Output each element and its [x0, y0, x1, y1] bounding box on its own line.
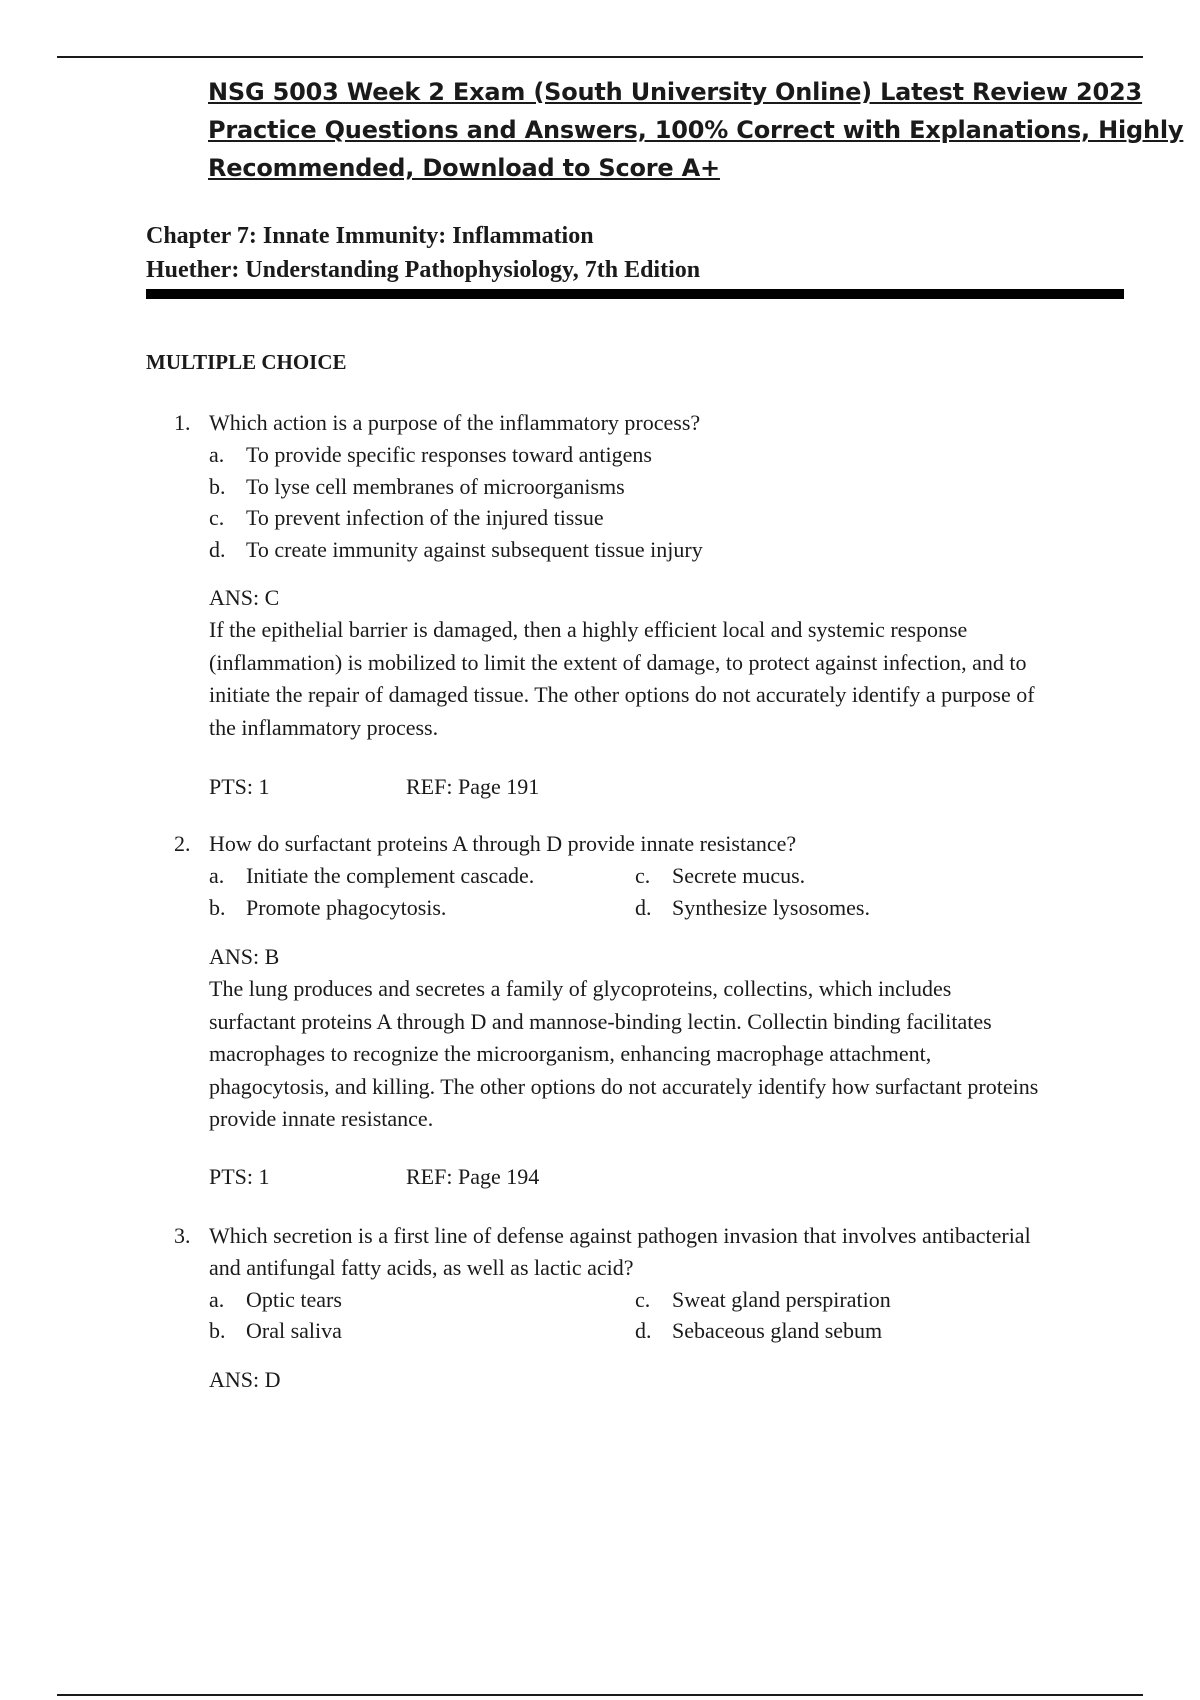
option-text: Sebaceous gland sebum — [672, 1318, 883, 1343]
answer: ANS: D — [209, 1367, 281, 1392]
option-text: To provide specific responses toward antigens — [246, 442, 652, 467]
option-text: Oral saliva — [246, 1318, 342, 1343]
explanation-line: If the epithelial barrier is damaged, then a highly efficient local and systemic response — [209, 617, 968, 642]
title-line: Recommended, Download to Score A+ — [208, 154, 720, 182]
option-letter: b. — [209, 474, 226, 499]
option-letter: c. — [635, 1287, 651, 1312]
question-number: 3. — [174, 1223, 191, 1248]
option-c — [209, 502, 604, 534]
explanation-line: initiate the repair of damaged tissue. The other options do not accurately identify a purpose of — [209, 682, 1035, 707]
option-letter: a. — [209, 863, 225, 888]
option-c — [635, 1284, 891, 1316]
chapter-heading — [146, 219, 700, 287]
option-text: To create immunity against subsequent tissue injury — [246, 537, 703, 562]
reference: REF: Page 194 — [406, 1164, 540, 1189]
answer: ANS: B — [209, 944, 280, 969]
explanation-line: the inflammatory process. — [209, 714, 439, 740]
title-line: NSG 5003 Week 2 Exam (South University Online) Latest Review 2023 — [208, 78, 1143, 106]
option-c — [635, 860, 805, 892]
explanation-line: provide innate resistance. — [209, 1106, 434, 1131]
question-stem — [174, 828, 1134, 860]
option-text: Synthesize lysosomes. — [672, 895, 870, 920]
explanation-line: macrophages to recognize the microorganism, enhancing macrophage attachment, — [209, 1041, 932, 1066]
question-text-continued: and antifungal fatty acids, as well as lactic acid? — [209, 1255, 634, 1280]
option-text: To prevent infection of the injured tissue — [246, 505, 604, 530]
option-text: Promote phagocytosis. — [246, 895, 447, 920]
option-d — [209, 534, 703, 566]
explanation-line: phagocytosis, and killing. The other options do not accurately identify how surfactant proteins — [209, 1073, 1039, 1099]
explanation-line: The lung produces and secretes a family of glycoproteins, collectins, which includes — [209, 976, 952, 1001]
option-text: Secrete mucus. — [672, 863, 806, 888]
option-letter: a. — [209, 1287, 225, 1312]
option-letter: a. — [209, 442, 225, 467]
option-letter: c. — [635, 863, 651, 888]
explanation — [209, 973, 1129, 1136]
explanation-line: surfactant proteins A through D and mannose-binding lectin. Collectin binding facilitates — [209, 1008, 992, 1034]
points: PTS: 1 — [209, 774, 270, 799]
option-letter: d. — [209, 537, 226, 562]
reference: REF: Page 191 — [406, 774, 540, 799]
title-line: Practice Questions and Answers, 100% Correct with Explanations, Highly — [208, 116, 1184, 144]
chapter-title: Chapter 7: Innate Immunity: Inflammation — [146, 223, 594, 249]
question-number: 1. — [174, 410, 191, 435]
option-a — [209, 860, 534, 892]
bottom-rule — [57, 1694, 1143, 1696]
option-a — [209, 1284, 342, 1316]
book-title: Huether: Understanding Pathophysiology, 7th Edition — [146, 257, 701, 283]
question-text: Which action is a purpose of the inflammatory process? — [209, 410, 701, 435]
section-heading: MULTIPLE CHOICE — [146, 350, 347, 374]
option-text: Initiate the complement cascade. — [246, 863, 535, 888]
option-letter: d. — [635, 1318, 652, 1343]
option-text: Sweat gland perspiration — [672, 1287, 891, 1312]
question-text: Which secretion is a first line of defense against pathogen invasion that involves antibacterial — [209, 1223, 1031, 1248]
question-text: How do surfactant proteins A through D provide innate resistance? — [209, 831, 797, 856]
option-text: Optic tears — [246, 1287, 342, 1312]
question-stem — [174, 1220, 1134, 1252]
points: PTS: 1 — [209, 1164, 270, 1189]
option-d — [635, 892, 870, 924]
question-number: 2. — [174, 831, 191, 856]
option-b — [209, 1315, 342, 1347]
option-letter: b. — [209, 895, 226, 920]
explanation — [209, 614, 1129, 744]
option-b — [209, 892, 446, 924]
option-d — [635, 1315, 882, 1347]
option-letter: d. — [635, 895, 652, 920]
option-a — [209, 439, 652, 471]
document-title — [208, 73, 1184, 187]
option-letter: b. — [209, 1318, 226, 1343]
option-text: To lyse cell membranes of microorganisms — [246, 474, 625, 499]
heading-divider — [146, 289, 1124, 299]
question-stem — [174, 407, 1134, 439]
explanation-line: (inflammation) is mobilized to limit the extent of damage, to protect against infection, and to — [209, 649, 1027, 675]
option-letter: c. — [209, 505, 225, 530]
answer: ANS: C — [209, 585, 280, 610]
option-b — [209, 471, 625, 503]
top-rule — [57, 56, 1143, 58]
